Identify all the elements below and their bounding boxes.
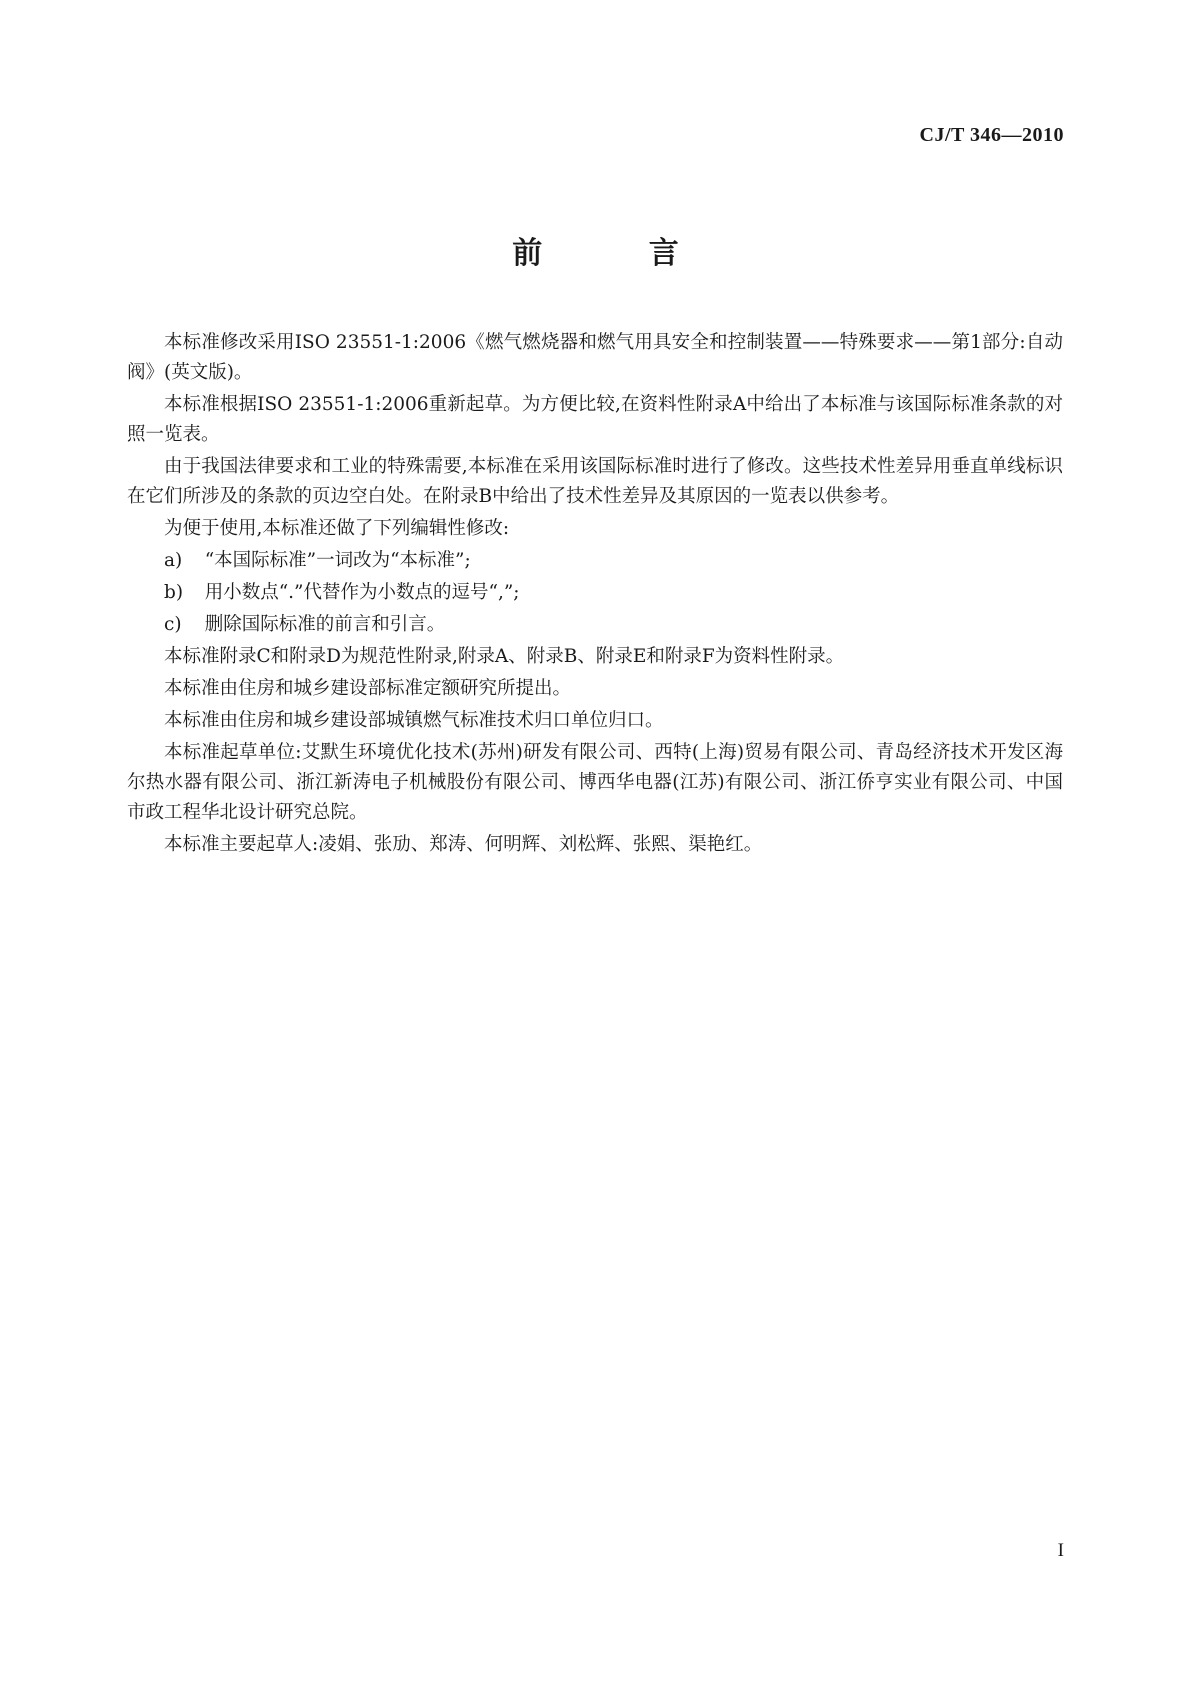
list-item (127, 578, 1063, 608)
paragraph-editorial-changes: 为便于使用,本标准还做了下列编辑性修改: (164, 518, 510, 539)
paragraph-appendix-types: 本标准附录C和附录D为规范性附录,附录A、附录B、附录E和附录F为资料性附录。 (164, 646, 845, 667)
list-text: 用小数点“.”代替作为小数点的逗号“,”; (204, 582, 520, 603)
paragraph-centralized-by: 本标准由住房和城乡建设部城镇燃气标准技术归口单位归口。 (164, 710, 664, 731)
page-number: I (1057, 1540, 1064, 1561)
standard-code: CJ/T 346—2010 (919, 124, 1064, 146)
paragraph-drafting-units: 本标准起草单位:艾默生环境优化技术(苏州)研发有限公司、西特(上海)贸易有限公司、青岛经济技术开发区海尔热水器有限公司、浙江新涛电子机械股份有限公司、博西华电器(江苏)有限公司、浙江侨亨实业有限公司、中国市政工程华北设计研究总院。 (127, 742, 1063, 823)
list-marker: c) (164, 614, 182, 635)
list-text: “本国际标准”一词改为“本标准”; (204, 550, 471, 571)
foreword-body (127, 328, 1063, 862)
list-marker: b) (164, 582, 184, 603)
paragraph-technical-differences: 由于我国法律要求和工业的特殊需要,本标准在采用该国际标准时进行了修改。这些技术性差异用垂直单线标识在它们所涉及的条款的页边空白处。在附录B中给出了技术性差异及其原因的一览表以供参考。 (127, 456, 1063, 507)
list-marker: a) (164, 550, 183, 571)
paragraph-drafters: 本标准主要起草人:凌娟、张劢、郑涛、何明辉、刘松辉、张熙、渠艳红。 (164, 834, 763, 855)
paragraph-proposed-by: 本标准由住房和城乡建设部标准定额研究所提出。 (164, 678, 572, 699)
list-text: 删除国际标准的前言和引言。 (204, 614, 446, 635)
paragraph-redrafting: 本标准根据ISO 23551-1:2006重新起草。为方便比较,在资料性附录A中给出了本标准与该国际标准条款的对照一览表。 (127, 394, 1063, 445)
page-title: 前 言 (512, 236, 727, 271)
paragraph-adoption: 本标准修改采用ISO 23551-1:2006《燃气燃烧器和燃气用具安全和控制装置——特殊要求——第1部分:自动阀》(英文版)。 (127, 332, 1063, 383)
list-item (127, 546, 1063, 576)
list-item (127, 610, 1063, 640)
